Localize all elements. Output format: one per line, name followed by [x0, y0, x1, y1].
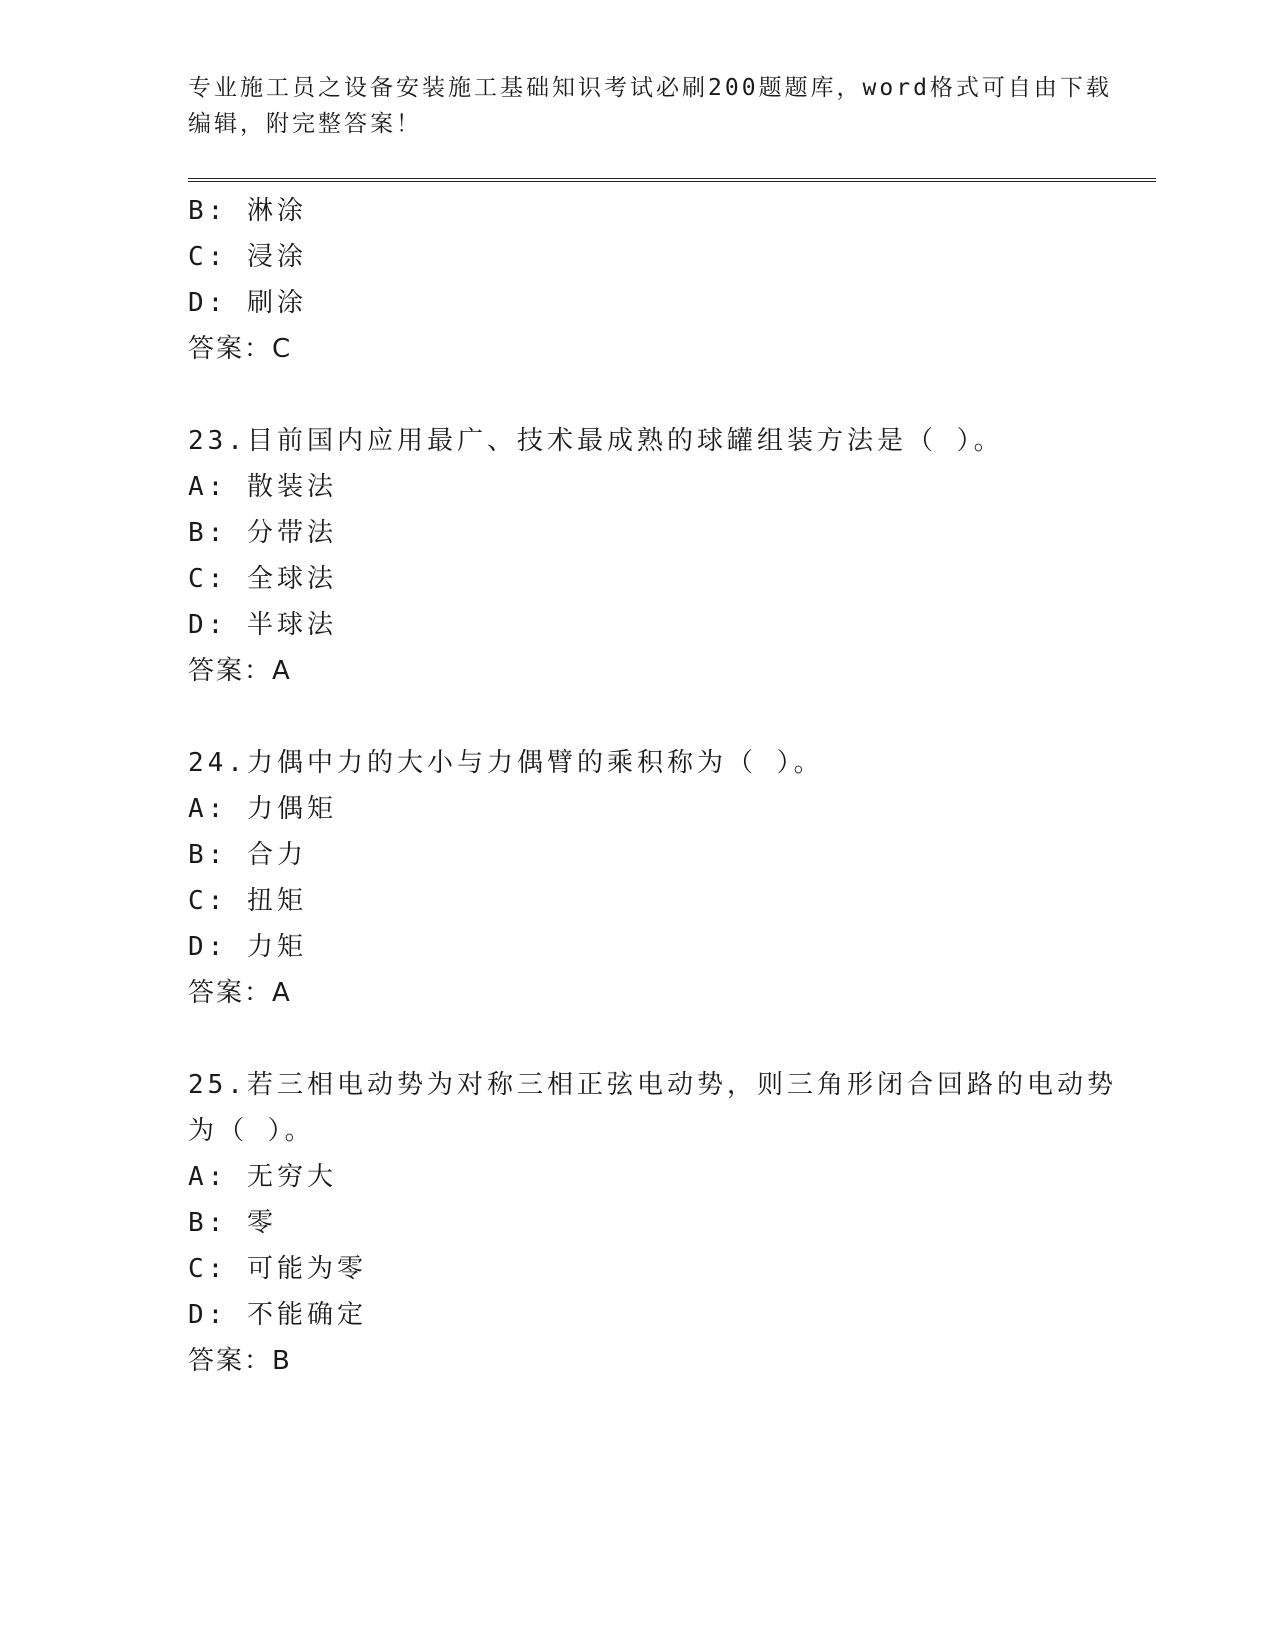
question-content: [188, 188, 1117, 1384]
question-stem-line-1: 25.若三相电动势为对称三相正弦电动势，则三角形闭合回路的电动势: [188, 1070, 1117, 1100]
option-d: D: 刷涂: [188, 288, 307, 318]
option-c: C: 浸涂: [188, 242, 307, 272]
option-d: D: 半球法: [188, 610, 337, 640]
option-c: C: 扭矩: [188, 886, 307, 916]
answer-line: 答案：A: [188, 978, 292, 1008]
spacer: [188, 1016, 1108, 1062]
question-stem: 23.目前国内应用最广、技术最成熟的球罐组装方法是（ ）。: [188, 426, 1004, 456]
option-d: D: 不能确定: [188, 1300, 367, 1330]
option-b: B: 分带法: [188, 518, 337, 548]
question-stem: 24.力偶中力的大小与力偶臂的乘积称为（ ）。: [188, 748, 824, 778]
spacer: [188, 694, 1108, 740]
option-b: B: 淋涂: [188, 196, 307, 226]
question-22-continued: [188, 188, 1108, 372]
option-a: A: 散装法: [188, 472, 337, 502]
question-23: [188, 418, 1108, 694]
question-stem: [188, 1062, 1117, 1154]
answer-line: 答案：C: [188, 334, 293, 364]
question-stem-line-2: 为（ ）。: [188, 1116, 315, 1146]
spacer: [188, 372, 1108, 418]
header-divider: [188, 178, 1156, 182]
option-c: C: 全球法: [188, 564, 337, 594]
answer-line: 答案：A: [188, 656, 292, 686]
option-a: A: 力偶矩: [188, 794, 337, 824]
option-d: D: 力矩: [188, 932, 307, 962]
question-25: [188, 1062, 1117, 1384]
header-title-line-2: 编辑，附完整答案！: [188, 111, 422, 137]
answer-line: 答案：B: [188, 1346, 292, 1376]
option-a: A: 无穷大: [188, 1162, 337, 1192]
question-24: [188, 740, 1108, 1016]
page-header: [188, 70, 1112, 142]
option-b: B: 合力: [188, 840, 307, 870]
option-c: C: 可能为零: [188, 1254, 367, 1284]
option-b: B: 零: [188, 1208, 277, 1238]
header-title-line-1: 专业施工员之设备安装施工基础知识考试必刷200题题库，word格式可自由下载: [188, 75, 1112, 101]
